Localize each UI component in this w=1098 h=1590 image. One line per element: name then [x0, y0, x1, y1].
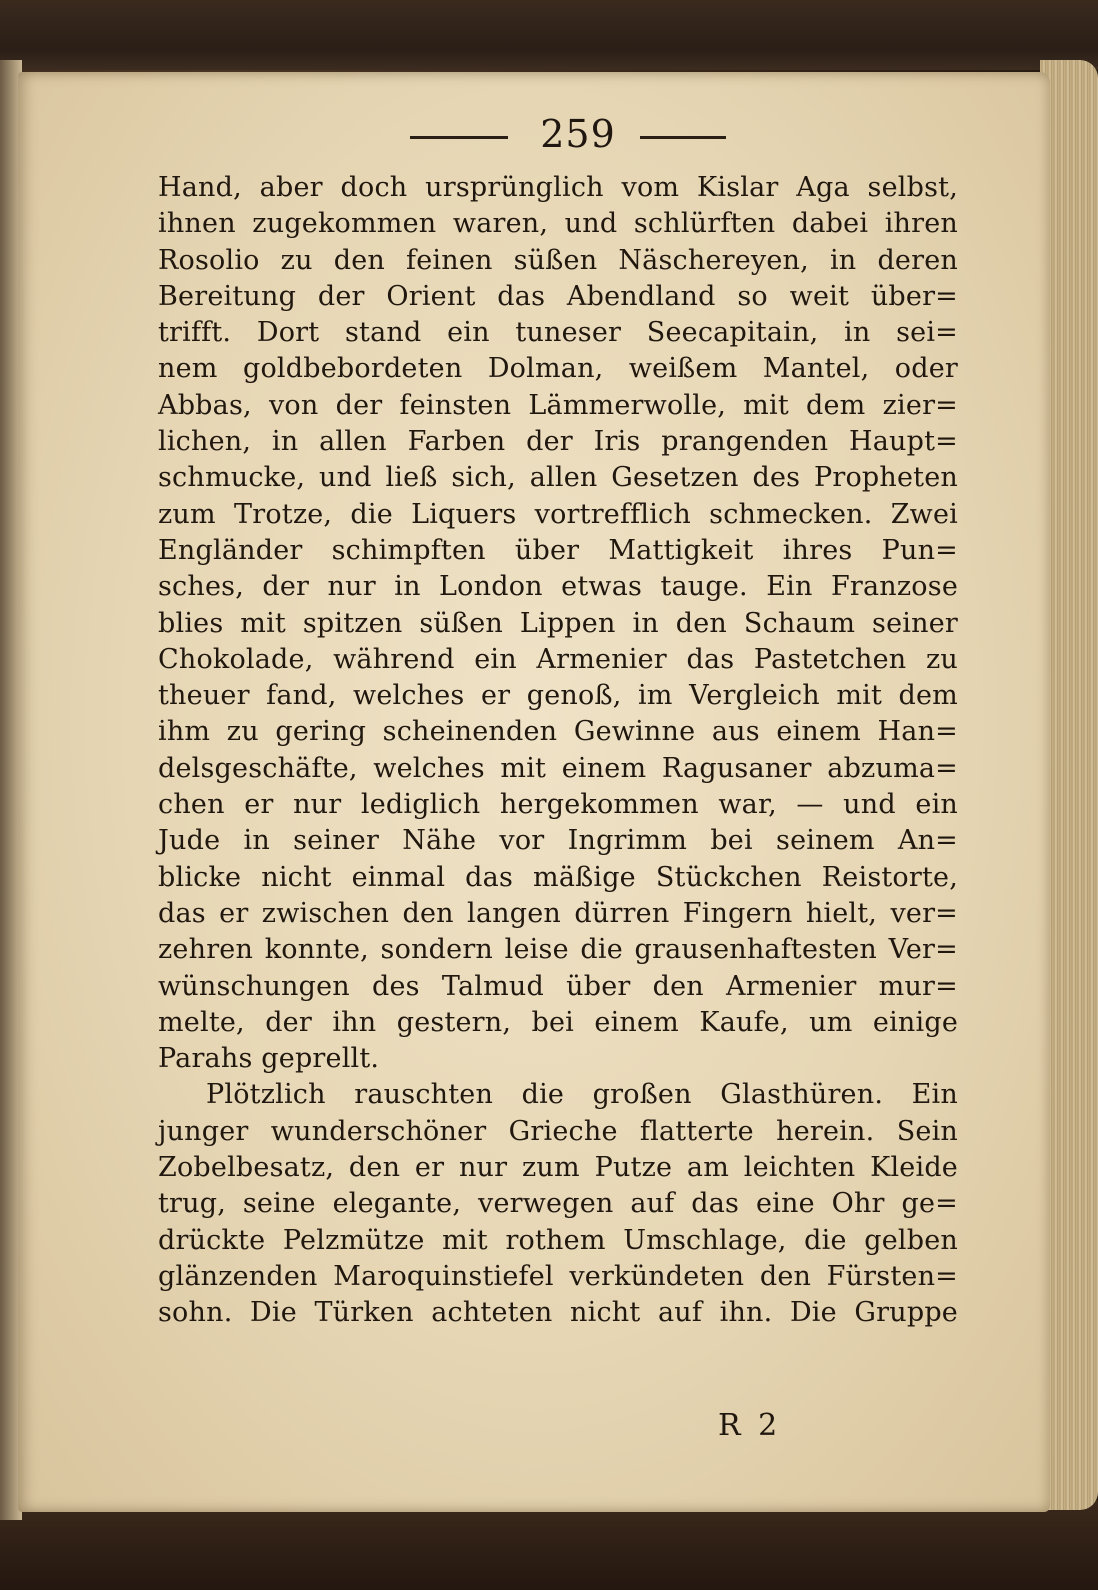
text-line: Jude in seiner Nähe vor Ingrimm bei seinem An= [158, 825, 958, 857]
text-line: lichen, in allen Farben der Iris prangenden Haupt= [158, 426, 958, 458]
text-line: ihnen zugekommen waren, und schlürften dabei ihren [158, 208, 958, 240]
printer-signature-mark: R 2 [718, 1408, 782, 1443]
text-line: Chokolade, während ein Armenier das Pastetchen zu [158, 643, 958, 675]
book-cover-top [0, 0, 1098, 70]
text-line: schmucke, und ließ sich, allen Gesetzen des Propheten [158, 462, 958, 494]
text-line: Zobelbesatz, den er nur zum Putze am leichten Kleide [158, 1152, 958, 1184]
text-line: Engländer schimpften über Mattigkeit ihres Pun= [158, 534, 958, 566]
text-line: zehren konnte, sondern leise die grausenhaftesten Ver= [158, 934, 958, 966]
text-line: ihm zu gering scheinenden Gewinne aus einem Han= [158, 716, 958, 748]
text-line: junger wunderschöner Grieche flatterte herein. Sein [158, 1115, 958, 1147]
text-line: melte, der ihn gestern, bei einem Kaufe, um einige [158, 1006, 958, 1038]
page-number: 259 [540, 112, 616, 156]
text-line: chen er nur lediglich hergekommen war, — und ein [158, 789, 958, 821]
text-line: theuer fand, welches er genoß, im Vergleich mit dem [158, 680, 958, 712]
text-line: glänzenden Maroquinstiefel verkündeten den Fürsten= [158, 1260, 958, 1292]
text-line: das er zwischen den langen dürren Fingern hielt, ver= [158, 897, 958, 929]
page-sheet [18, 72, 1050, 1512]
text-line: wünschungen des Talmud über den Armenier mur= [158, 970, 958, 1002]
text-line: Bereitung der Orient das Abendland so weit über= [158, 280, 958, 312]
text-line: sohn. Die Türken achteten nicht auf ihn. Die Gruppe [158, 1297, 958, 1329]
text-line: blies mit spitzen süßen Lippen in den Schaum seiner [158, 607, 958, 639]
text-line: Rosolio zu den feinen süßen Näschereyen, in deren [158, 244, 958, 276]
text-line: zum Trotze, die Liquers vortrefflich schmecken. Zwei [158, 498, 958, 530]
text-line: blicke nicht einmal das mäßige Stückchen Reistorte, [158, 861, 958, 893]
body-text [158, 170, 958, 1332]
header-rule-right [640, 136, 726, 139]
text-line: trifft. Dort stand ein tuneser Seecapitain, in sei= [158, 317, 958, 349]
book-cover-bottom [0, 1500, 1098, 1590]
text-line: delsgeschäfte, welches mit einem Ragusaner abzuma= [158, 752, 958, 784]
paragraph-end-line: Parahs geprellt. [158, 1043, 380, 1075]
text-line: drückte Pelzmütze mit rothem Umschlage, die gelben [158, 1224, 958, 1256]
text-line: Hand, aber doch ursprünglich vom Kislar Aga selbst, [158, 172, 958, 203]
text-line: Abbas, von der feinsten Lämmerwolle, mit dem zier= [158, 389, 958, 421]
text-line: trug, seine elegante, verwegen auf das eine Ohr ge= [158, 1188, 958, 1220]
header-rule-left [410, 136, 508, 139]
text-line: sches, der nur in London etwas tauge. Ein Franzose [158, 571, 958, 603]
paragraph-start-line: Plötzlich rauschten die großen Glasthüren. Ein [206, 1079, 958, 1111]
text-line: nem goldbebordeten Dolman, weißem Mantel, oder [158, 353, 958, 385]
page-header [18, 112, 1050, 162]
